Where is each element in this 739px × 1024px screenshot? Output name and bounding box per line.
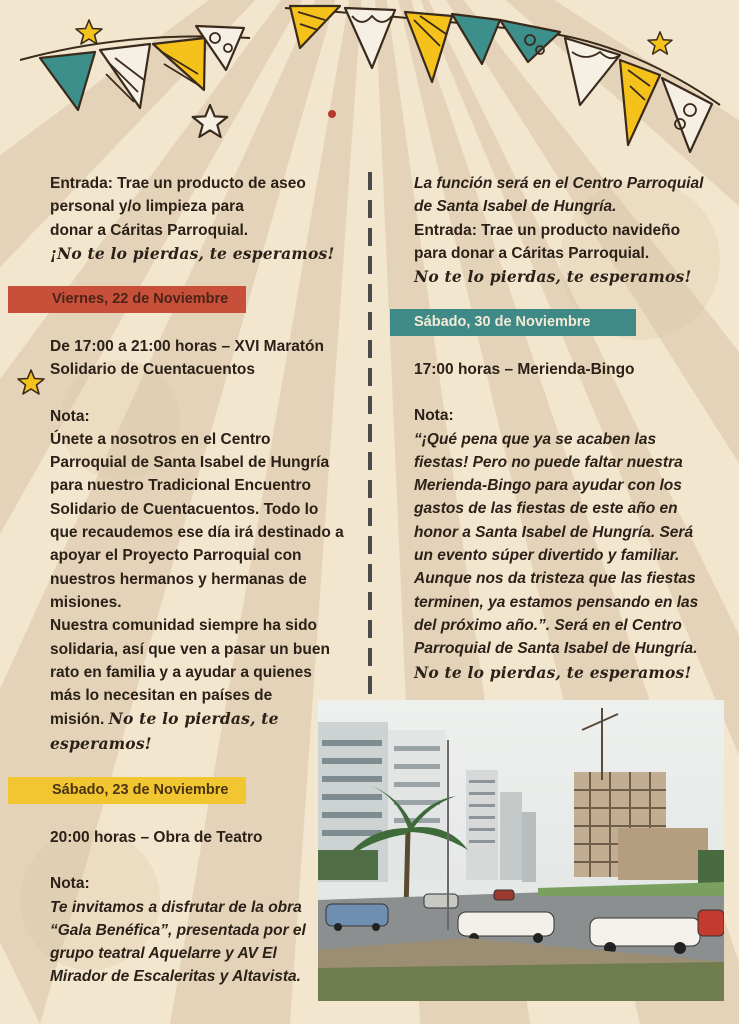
note-label: Nota: bbox=[50, 875, 90, 893]
note-script: esperamos! bbox=[50, 733, 152, 753]
note-line: Solidario de Cuentacuentos. Todo lo bbox=[50, 500, 319, 518]
note-line: Únete a nosotros en el Centro bbox=[50, 430, 271, 448]
note-line: Parroquial de Santa Isabel de Hungría bbox=[50, 454, 330, 472]
date-banner-viernes bbox=[8, 286, 246, 313]
bunting-decoration bbox=[0, 0, 739, 175]
note-line: fiestas! Pero no puede faltar nuestra bbox=[414, 453, 683, 471]
note-line: apoyar el Proyecto Parroquial con bbox=[50, 547, 302, 565]
event-line: 17:00 horas – Merienda-Bingo bbox=[414, 361, 635, 378]
note-line: que recaudemos ese día irá destinado a bbox=[50, 524, 344, 542]
intro-line: Entrada: Trae un producto navideño bbox=[414, 221, 681, 239]
intro-line: Entrada: Trae un producto de aseo bbox=[50, 175, 306, 192]
banner-date: Viernes, 22 de Noviembre bbox=[52, 291, 229, 307]
note-line: honor a Santa Isabel de Hungría. Será bbox=[414, 523, 694, 541]
note-line: gastos de las fiestas de este año en bbox=[414, 500, 678, 518]
event3-body bbox=[414, 358, 734, 684]
star-icon bbox=[74, 18, 104, 46]
banner-date: Sábado, 30 de Noviembre bbox=[414, 314, 591, 330]
intro-line: La función será en el Centro Parroquial bbox=[414, 175, 704, 192]
street-photo bbox=[318, 700, 724, 1001]
note-script: No te lo pierdas, te bbox=[108, 709, 279, 729]
star-icon bbox=[646, 30, 674, 56]
note-line: Nuestra comunidad siempre ha sido bbox=[50, 617, 318, 635]
date-banner-sabado-23 bbox=[8, 777, 246, 804]
event1-body bbox=[50, 335, 370, 755]
note-line: un evento súper divertido y familiar. bbox=[414, 547, 680, 565]
intro-script: No te lo pierdas, te esperamos! bbox=[414, 267, 692, 287]
right-intro bbox=[414, 172, 734, 288]
closing-script: No te lo pierdas, te esperamos! bbox=[414, 662, 692, 682]
note-line: solidaria, así que ven a pasar un buen bbox=[50, 640, 330, 658]
note-line: grupo teatral Aquelarre y AV El bbox=[50, 945, 277, 963]
left-intro bbox=[50, 172, 370, 265]
note-line: para nuestro Tradicional Encuentro bbox=[50, 477, 311, 495]
note-line: “Gala Benéfica”, presentada por el bbox=[50, 921, 306, 939]
note-line: rato en familia y a ayudar a quienes bbox=[50, 663, 312, 681]
note-label: Nota: bbox=[414, 407, 454, 425]
date-banner-sabado-30 bbox=[390, 309, 636, 336]
intro-line: de Santa Isabel de Hungría. bbox=[414, 198, 617, 216]
note-line: del próximo año.”. Será en el Centro bbox=[414, 616, 682, 634]
note-line: terminen, ya estamos pensando en las bbox=[414, 593, 699, 611]
note-line: Parroquial de Santa Isabel de Hungría. bbox=[414, 640, 698, 658]
note-line: Mirador de Escaleritas y Altavista. bbox=[50, 968, 301, 986]
note-text: misión. bbox=[50, 711, 105, 729]
note-line: “¡Qué pena que ya se acaben las bbox=[414, 430, 657, 448]
intro-line: donar a Cáritas Parroquial. bbox=[50, 221, 249, 239]
star-icon bbox=[16, 368, 46, 396]
note-line: Merienda-Bingo para ayudar con los bbox=[414, 477, 682, 495]
intro-script: ¡No te lo pierdas, te esperamos! bbox=[50, 243, 335, 263]
note-label: Nota: bbox=[50, 407, 90, 425]
note-line: Te invitamos a disfrutar de la obra bbox=[50, 898, 302, 916]
note-line: nuestros hermanos y hermanas de bbox=[50, 570, 307, 588]
note-line: más lo necesitan en países de bbox=[50, 687, 273, 705]
intro-line: personal y/o limpieza para bbox=[50, 198, 244, 216]
intro-line: para donar a Cáritas Parroquial. bbox=[414, 244, 650, 262]
event-line: 20:00 horas – Obra de Teatro bbox=[50, 829, 263, 846]
note-line: misiones. bbox=[50, 593, 122, 611]
event-line: Solidario de Cuentacuentos bbox=[50, 361, 255, 379]
banner-date: Sábado, 23 de Noviembre bbox=[52, 782, 229, 798]
star-outline-icon bbox=[190, 102, 230, 140]
note-line: Aunque nos da tristeza que las fiestas bbox=[414, 570, 696, 588]
event-line: De 17:00 a 21:00 horas – XVI Maratón bbox=[50, 338, 324, 355]
